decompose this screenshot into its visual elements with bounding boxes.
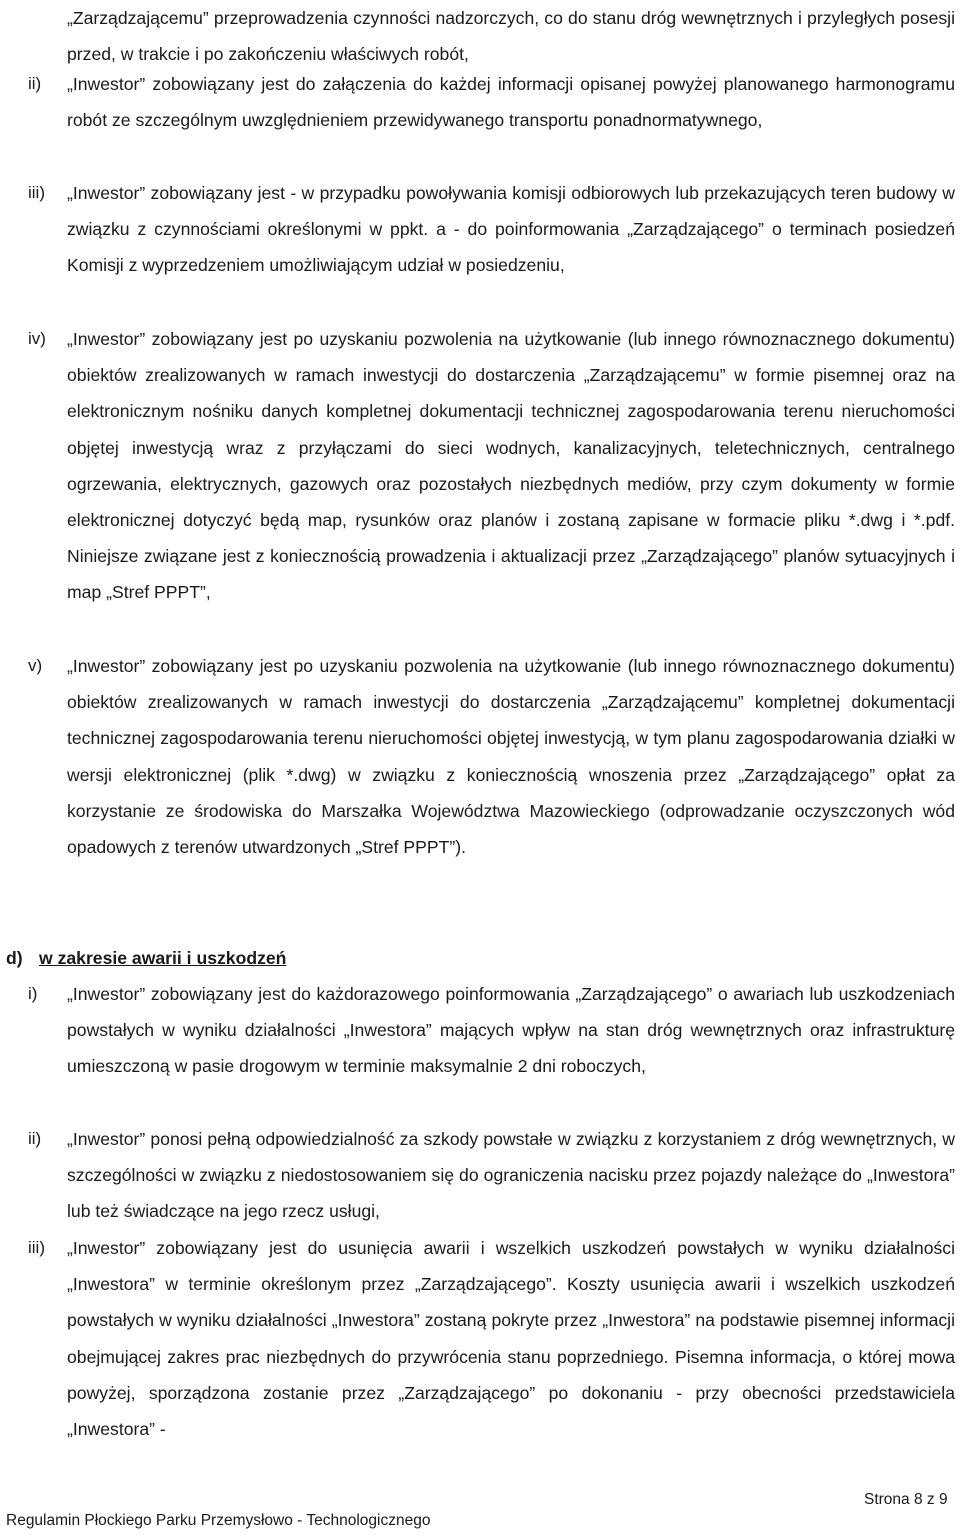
list-item-text: „Inwestor” zobowiązany jest po uzyskaniu pozwolenia na użytkowanie (lub innego równoznacznego dokumentu) obiektów zrealizowanych w ramach inwestycji do dostarczenia „Zarządzającemu” w formie pisemnej oraz na elektronicznym nośniku danych kompletnej dokumentacji technicznej zagospodarowania terenu nieruchomości objętej inwestycją wraz z przyłączami do sieci wodnych, kanalizacyjnych, teletechnicznych, centralnego ogrzewania, elektrycznych, gazowych oraz pozostałych niezbędnych mediów, przy czym dokumenty w formie elektronicznej dotyczyć będą map, rysunków oraz planów i zostaną zapisane w formacie pliku *.dwg i *.pdf. Niniejsze związane jest z koniecznością prowadzenia i aktualizacji przez „Zarządzającego” planów sytuacyjnych i map „Stref PPPT”, bbox=[67, 329, 955, 603]
footer-title: Regulamin Płockiego Parku Przemysłowo - Technologicznego bbox=[6, 1512, 431, 1529]
section-d-title: w zakresie awarii i uszkodzeń bbox=[39, 948, 287, 968]
list-item-text: „Inwestor” zobowiązany jest - w przypadku powoływania komisji odbiorowych lub przekazujących teren budowy w związku z czynnościami określonymi w ppkt. a - do poinformowania „Zarządzającego” o terminach posiedzeń Komisji z wyprzedzeniem umożliwiającym udział w posiedzeniu, bbox=[67, 183, 955, 276]
list-item-label: i) bbox=[28, 984, 38, 1003]
page-number bbox=[864, 1490, 948, 1510]
list-item-text: „Inwestor” zobowiązany jest po uzyskaniu pozwolenia na użytkowanie (lub innego równoznacznego dokumentu) obiektów zrealizowanych w ramach inwestycji do dostarczenia „Zarządzającemu” kompletnej dokumentacji technicznej zagospodarowania terenu nieruchomości objętej inwestycją, w tym planu zagospodarowania działki w wersji elektronicznej (plik *.dwg) w związku z koniecznością wnoszenia przez „Zarządzającego” opłat za korzystanie ze środowiska do Marszałka Województwa Mazowieckiego (odprowadzanie oczyszczonych wód opadowych z terenów utwardzonych „Stref PPPT”). bbox=[67, 656, 955, 858]
page-separator: z bbox=[926, 1491, 935, 1508]
list-item-label: ii) bbox=[28, 1129, 42, 1148]
list-item-label: iv) bbox=[28, 329, 46, 348]
list-item-text: „Inwestor” zobowiązany jest do każdorazowego poinformowania „Zarządzającego” o awariach lub uszkodzeniach powstałych w wyniku działalności „Inwestora” mających wpływ na stan dróg wewnętrznych oraz infrastrukturę umieszczoną w pasie drogowym w terminie maksymalnie 2 dni roboczych, bbox=[67, 984, 955, 1077]
list-item-text: „Inwestor” zobowiązany jest do usunięcia awarii i wszelkich uszkodzeń powstałych w wyniku działalności „Inwestora” w terminie określonym przez „Zarządzającego”. Koszty usunięcia awarii i wszelkich uszkodzeń powstałych w wyniku działalności „Inwestora” zostaną pokryte przez „Inwestora” na podstawie pisemnej informacji obejmującej zakres prac niezbędnych do przywrócenia stanu poprzedniego. Pisemna informacja, o której mowa powyżej, sporządzona zostanie przez „Zarządzającego” po dokonaniu - przy obecności przedstawiciela „Inwestora” - bbox=[67, 1238, 955, 1440]
list-item-label: iii) bbox=[28, 1238, 45, 1257]
page-total: 9 bbox=[938, 1491, 948, 1508]
list-item-text: „Zarządzającemu” przeprowadzenia czynności nadzorczych, co do stanu dróg wewnętrznych i przyległych posesji przed, w trakcie i po zakończeniu właściwych robót, bbox=[67, 8, 955, 65]
list-item-label: v) bbox=[28, 656, 43, 675]
page-current: 8 bbox=[913, 1491, 923, 1508]
list-item-text: „Inwestor” ponosi pełną odpowiedzialność za szkody powstałe w związku z korzystaniem z dróg wewnętrznych, w szczególności w związku z niedostosowaniem się do ograniczenia nacisku przez pojazdy należące do „Inwestora” lub też świadczące na jego rzecz usługi, bbox=[67, 1129, 955, 1222]
list-item-label: iii) bbox=[28, 183, 45, 202]
page-prefix: Strona bbox=[864, 1491, 910, 1508]
section-d-label: d) bbox=[6, 948, 23, 968]
list-item-text: „Inwestor” zobowiązany jest do załączenia do każdej informacji opisanej powyżej planowanego harmonogramu robót ze szczególnym uwzględnieniem przewidywanego transportu ponadnormatywnego, bbox=[67, 74, 955, 131]
list-item-label: ii) bbox=[28, 74, 42, 93]
